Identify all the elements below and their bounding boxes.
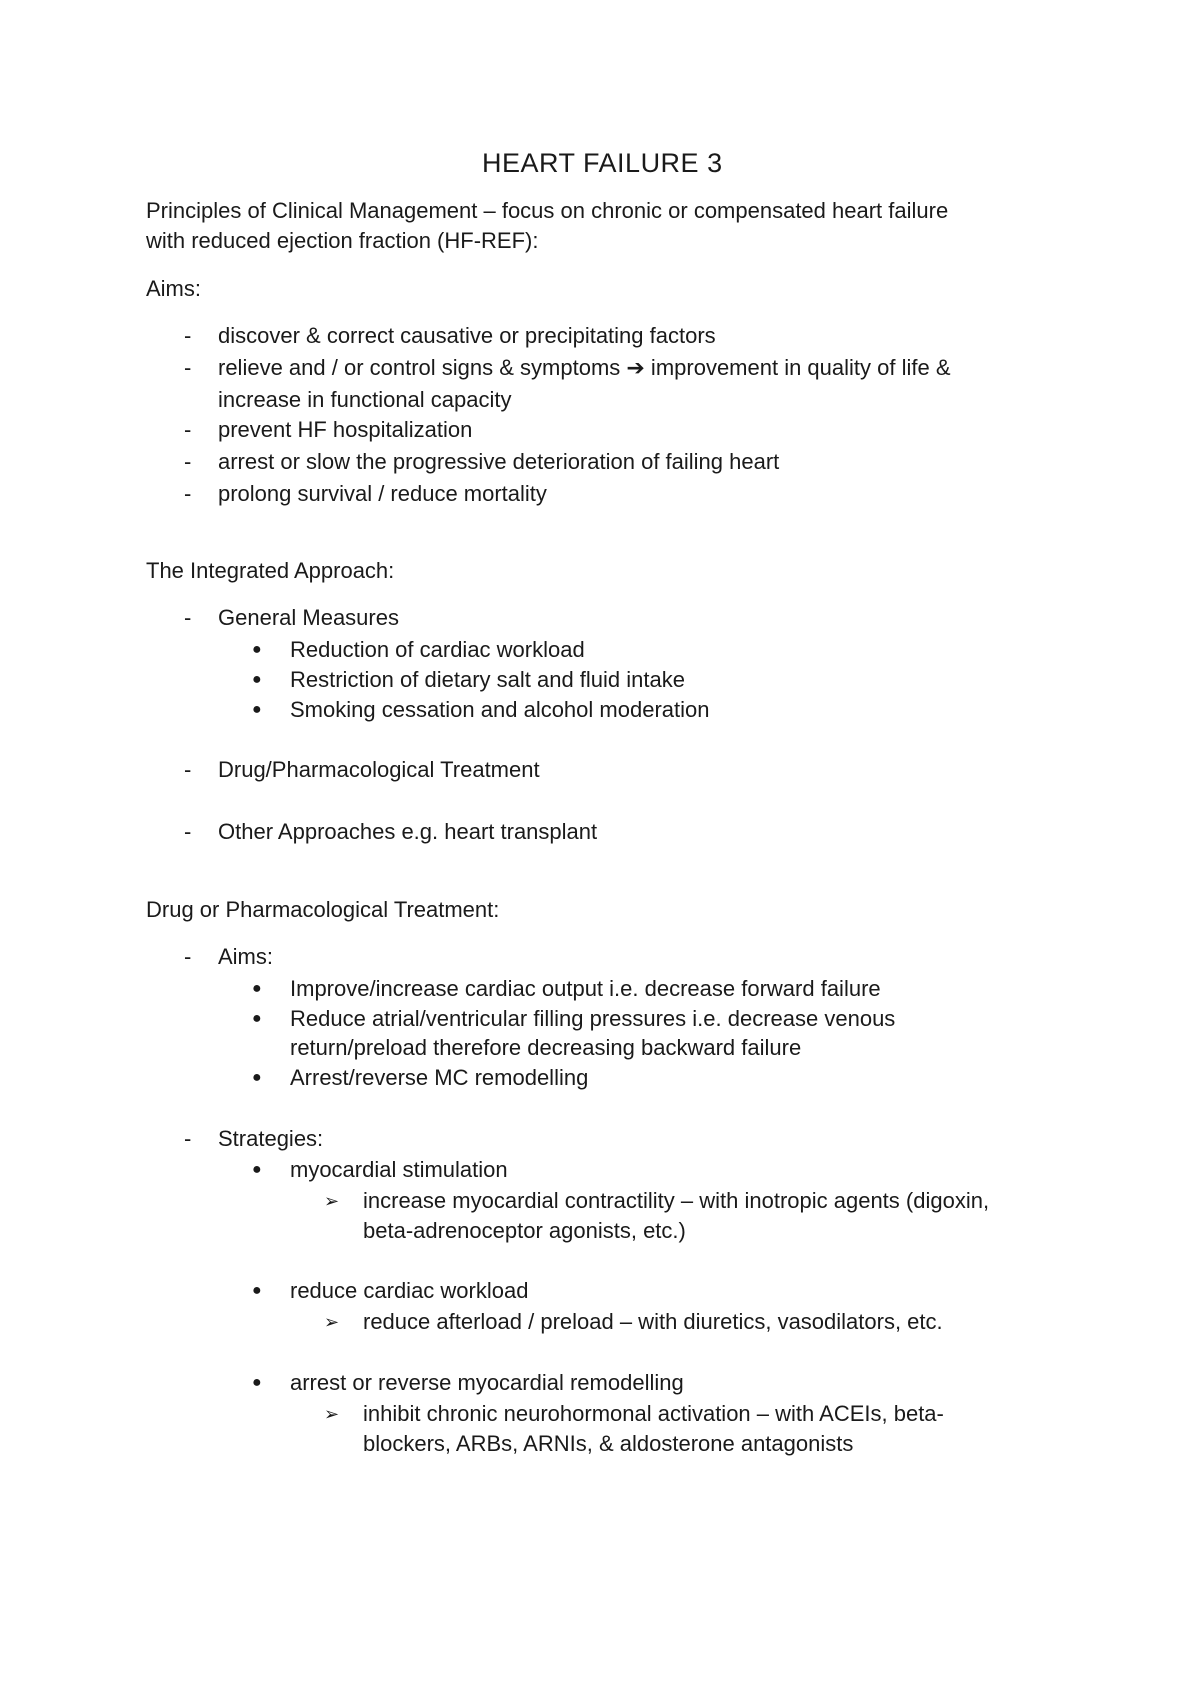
intro-line-1: Principles of Clinical Management – focus on chronic or compensated heart failure (146, 198, 949, 223)
page-title: HEART FAILURE 3 (482, 148, 723, 178)
dash-marker: - (184, 757, 192, 782)
dash-marker: - (184, 417, 192, 442)
bullet-icon: ● (252, 1010, 262, 1027)
dash-marker: - (184, 1126, 192, 1151)
bullet-icon: ● (252, 671, 262, 688)
intro-line-2: with reduced ejection fraction (HF-REF): (146, 228, 539, 253)
dash-marker: - (184, 323, 192, 348)
bullet-icon: ● (252, 980, 262, 997)
drug-treatment-heading: Drug or Pharmacological Treatment: (146, 897, 500, 922)
dash-marker: - (184, 819, 192, 844)
dash-marker: - (184, 605, 192, 630)
arrowhead-icon: ➢ (324, 1404, 340, 1424)
integrated-heading: The Integrated Approach: (146, 558, 395, 583)
bullet-icon: ● (252, 1161, 262, 1178)
arrowhead-icon: ➢ (324, 1312, 340, 1332)
dash-marker: - (184, 449, 192, 474)
dash-marker: - (184, 355, 192, 380)
aims-heading: Aims: (146, 276, 201, 301)
document-page: HEART FAILURE 3 Principles of Clinical Management – focus on chronic or compensated heart failure with reduced ejection fraction (HF-REF): Aims: - discover & correct causative or precipitating factors - relieve and / or control signs & symptoms ➔ improvement in quality of life & increase in functional capacity - prevent HF hospitalization - arrest or slow the progressive deterioration of failing heart - prolong survival / reduce mortality The Integrated Approach: - General Measures ● Reduction of cardiac workload ● Restriction of dietary salt and fluid intake ● Smoking cessation and alcohol moderation - Drug/Pharmacological Treatment - Other Approaches e.g. heart transplant Drug or Pharmacological Treatment: - Aims: ● Improve/increase cardiac output i.e. decrease forward failure ● Reduce atrial/ventricular filling pressures i.e. decrease venous return/preload therefore decreasing backward failure ● Arrest/reverse MC remodelling - Strategies: ● myocardial stimulation ➢ increase myocardial contractility – with inotropic agents (digoxin, beta-adrenoceptor agonists, etc.) ● reduce cardiac workload ➢ reduce afterload / preload – with diuretics, vasodilators, etc. ● arrest or reverse myocardial remodelling ➢ inhibit chronic neurohormonal activation – with ACEIs, beta- blockers, ARBs, ARNIs, & aldosterone antagonists (146, 148, 990, 1456)
dash-marker: - (184, 944, 192, 969)
bullet-icon: ● (252, 1282, 262, 1299)
bullet-icon: ● (252, 1374, 262, 1391)
bullet-icon: ● (252, 701, 262, 718)
bullet-icon: ● (252, 1069, 262, 1086)
arrowhead-icon: ➢ (324, 1191, 340, 1211)
dash-marker: - (184, 481, 192, 506)
bullet-icon: ● (252, 641, 262, 658)
